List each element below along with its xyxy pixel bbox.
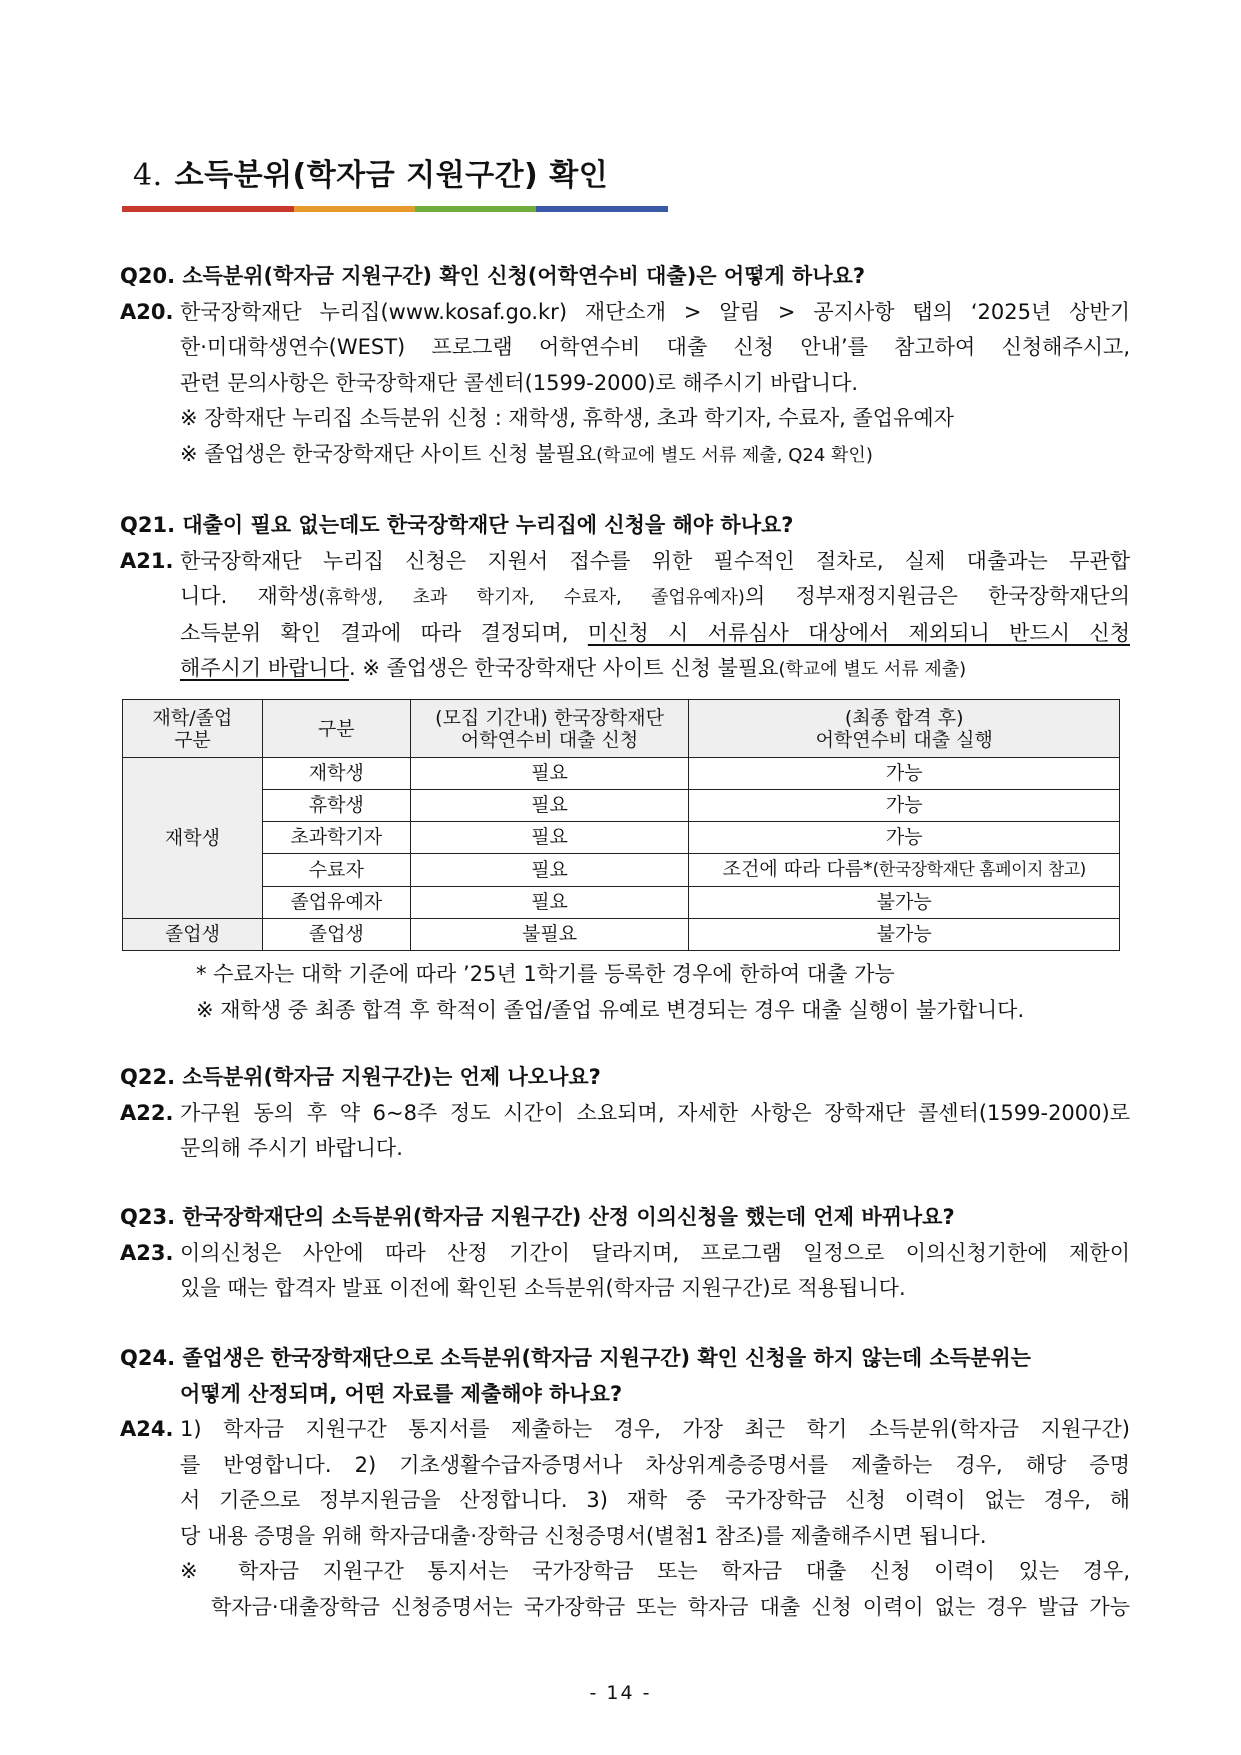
cell-type: 휴학생	[262, 790, 410, 822]
answer-label-a20: A20.	[120, 299, 174, 324]
answer-label-a22: A22.	[120, 1100, 174, 1125]
cell-apply: 필요	[410, 758, 689, 790]
rule-segment-orange	[294, 206, 415, 212]
header-loan-execution: (최종 합격 후) 어학연수비 대출 실행	[689, 700, 1120, 758]
cell-apply: 필요	[410, 887, 689, 919]
question-q21: Q21. 대출이 필요 없는데도 한국장학재단 누리집에 신청을 해야 하나요?	[120, 513, 794, 537]
answer-q21	[120, 544, 1130, 688]
section-heading	[133, 150, 608, 194]
table-note: * 수료자는 대학 기준에 따라 ’25년 1학기를 등록한 경우에 한하여 대출 가능	[196, 962, 895, 986]
qa-q23	[120, 1200, 1130, 1307]
answer-line: 관련 문의사항은 한국장학재단 콜센터(1599-2000)로 해주시기 바랍니다.	[180, 370, 859, 395]
group-cell-enrolled: 재학생	[123, 758, 263, 919]
answer-line	[180, 579, 1130, 616]
cell-exec-main: 조건에 따라 다름*	[722, 858, 873, 880]
answer-line: 가구원 동의 후 약 6~8주 정도 시간이 소요되며, 자세한 사항은 장학재단 콜센터(1599-2000)로	[180, 1100, 1130, 1125]
page-number: - 14 -	[589, 1682, 652, 1704]
table-row	[123, 854, 1120, 887]
note-small-text: (학교에 별도 서류 제출, Q24 확인)	[596, 444, 873, 466]
answer-line: 한국장학재단 누리집 신청은 지원서 접수를 위한 필수적인 절차로, 실제 대출과는 무관합	[180, 548, 1130, 573]
cell-exec	[689, 854, 1120, 887]
answer-line: 1) 학자금 지원구간 통지서를 제출하는 경우, 가장 최근 학기 소득분위(학자금 지원구간)	[180, 1417, 1130, 1441]
qa-q20	[120, 259, 1130, 473]
table-note: ※ 재학생 중 최종 합격 후 학적이 졸업/졸업 유예로 변경되는 경우 대출 실행이 불가합니다.	[196, 998, 1025, 1022]
rule-segment-red	[122, 206, 294, 212]
loan-eligibility-table	[122, 699, 1120, 951]
answer-line: 있을 때는 합격자 발표 이전에 확인된 소득분위(학자금 지원구간)로 적용됩니다.	[180, 1276, 906, 1300]
answer-note	[180, 437, 1130, 474]
answer-note: ※ 장학재단 누리집 소득분위 신청 : 재학생, 휴학생, 초과 학기자, 수료자, 졸업유예자	[180, 406, 954, 430]
cell-apply: 필요	[410, 790, 689, 822]
answer-line: 를 반영합니다. 2) 기초생활수급자증명서나 차상위계층증명서를 제출하는 경우, 해당 증명	[180, 1452, 1130, 1477]
table-notes	[196, 956, 1024, 1028]
answer-line: 서 기준으로 정부지원금을 산정합니다. 3) 재학 중 국가장학금 신청 이력이 없는 경우, 해	[180, 1488, 1130, 1512]
answer-line: 문의해 주시기 바랍니다.	[180, 1136, 403, 1160]
group-cell-graduate: 졸업생	[123, 919, 263, 951]
table-row	[123, 758, 1120, 790]
line-segment: 니다. 재학생	[180, 584, 319, 608]
cell-type: 졸업생	[262, 919, 410, 951]
cell-exec: 가능	[689, 790, 1120, 822]
cell-apply: 불필요	[410, 919, 689, 951]
table-row	[123, 887, 1120, 919]
question-q23: Q23. 한국장학재단의 소득분위(학자금 지원구간) 산정 이의신청을 했는데 언제 바뀌나요?	[120, 1205, 955, 1229]
answer-line	[180, 651, 1130, 688]
cell-type: 수료자	[262, 854, 410, 887]
cell-apply: 필요	[410, 822, 689, 854]
cell-type: 재학생	[262, 758, 410, 790]
qa-q24	[120, 1341, 1130, 1625]
line-segment: . ※ 졸업생은 한국장학재단 사이트 신청 불필요	[348, 656, 779, 680]
header-enrollment-status: 재학/졸업 구분	[123, 700, 263, 758]
cell-exec: 불가능	[689, 919, 1120, 951]
line-segment-small: (학교에 별도 서류 제출)	[778, 659, 967, 680]
qa-q21	[120, 508, 1130, 688]
cell-type: 초과학기자	[262, 822, 410, 854]
answer-note: ※ 학자금 지원구간 통지서는 국가장학금 또는 학자금 대출 신청 이력이 있는 경우,	[180, 1559, 1130, 1583]
answer-label-a21: A21.	[120, 548, 174, 573]
cell-type: 졸업유예자	[262, 887, 410, 919]
answer-label-a23: A23.	[120, 1240, 174, 1265]
section-title-text: 소득분위(학자금 지원구간) 확인	[174, 158, 609, 193]
cell-exec-small: (한국장학재단 홈페이지 참고)	[872, 860, 1086, 880]
note-main-text: ※ 졸업생은 한국장학재단 사이트 신청 불필요	[180, 441, 597, 466]
rule-segment-blue	[536, 206, 668, 212]
answer-q24	[120, 1412, 1130, 1625]
table-row	[123, 822, 1120, 854]
answer-label-a24: A24.	[120, 1417, 174, 1441]
underlined-text: 해주시기 바랍니다	[180, 656, 349, 680]
question-q22: Q22. 소득분위(학자금 지원구간)는 언제 나오나요?	[120, 1065, 601, 1089]
underlined-text: 미신청 시 서류심사 대상에서 제외되니 반드시 신청	[587, 620, 1130, 645]
cell-exec: 가능	[689, 822, 1120, 854]
answer-note: 학자금·대출장학금 신청증명서는 국가장학금 또는 학자금 대출 신청 이력이 없는 경우 발급 가능	[211, 1594, 1130, 1619]
rule-segment-green	[415, 206, 536, 212]
section-number: 4.	[133, 158, 163, 193]
table-header-row	[123, 700, 1120, 758]
cell-exec: 불가능	[689, 887, 1120, 919]
cell-apply: 필요	[410, 854, 689, 887]
answer-q23	[120, 1236, 1130, 1307]
question-q24: Q24. 졸업생은 한국장학재단으로 소득분위(학자금 지원구간) 확인 신청을 하지 않는데 소득분위는	[120, 1346, 1031, 1370]
line-segment-small: (휴학생, 초과 학기자, 수료자, 졸업유예자)	[318, 587, 745, 608]
answer-line: 한·미대학생연수(WEST) 프로그램 어학연수비 대출 신청 안내’를 참고하여 신청해주시고,	[180, 335, 1130, 359]
qa-q22	[120, 1060, 1130, 1167]
line-segment: 소득분위 확인 결과에 따라 결정되며,	[180, 620, 588, 645]
header-category: 구분	[262, 700, 410, 758]
cell-exec: 가능	[689, 758, 1120, 790]
answer-q22	[120, 1096, 1130, 1167]
answer-q20	[120, 295, 1130, 474]
section-color-rule	[122, 206, 668, 212]
answer-line: 당 내용 증명을 위해 학자금대출·장학금 신청증명서(별첨1 참조)를 제출해주시면 됩니다.	[180, 1523, 987, 1548]
answer-line: 한국장학재단 누리집(www.kosaf.go.kr) 재단소개 > 알림 > 공지사항 탭의 ‘2025년 상반기	[180, 299, 1130, 324]
table-row	[123, 790, 1120, 822]
answer-line: 이의신청은 사안에 따라 산정 기간이 달라지며, 프로그램 일정으로 이의신청기한에 제한이	[180, 1240, 1130, 1265]
table-row	[123, 919, 1120, 951]
answer-line	[180, 616, 1130, 652]
question-q24-continued: 어떻게 산정되며, 어떤 자료를 제출해야 하나요?	[180, 1381, 623, 1406]
line-segment: 의 정부재정지원금은 한국장학재단의	[744, 584, 1130, 608]
question-q20: Q20. 소득분위(학자금 지원구간) 확인 신청(어학연수비 대출)은 어떻게 하나요?	[120, 264, 866, 288]
header-loan-application: (모집 기간내) 한국장학재단 어학연수비 대출 신청	[410, 700, 689, 758]
